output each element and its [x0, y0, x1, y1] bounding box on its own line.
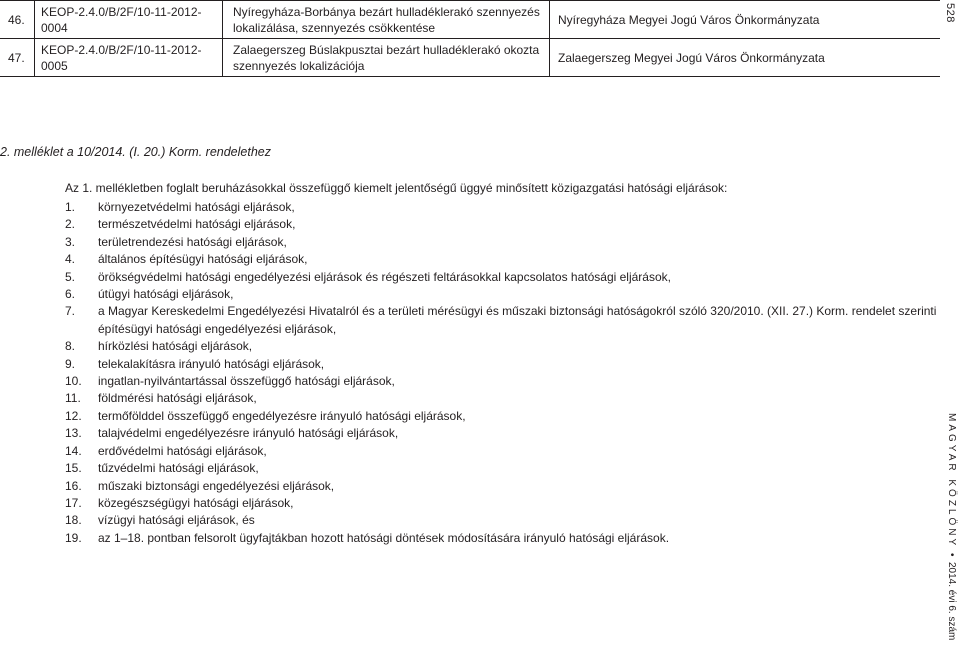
- table-row: [0, 1, 940, 39]
- list-item: [65, 408, 940, 425]
- project-code: KEOP-2.4.0/B/2F/10-11-2012-0005: [35, 39, 223, 77]
- projects-table-fragment: [0, 0, 940, 77]
- list-item: [65, 512, 940, 529]
- list-item: [65, 495, 940, 512]
- item-number: 4.: [65, 252, 76, 267]
- item-text: termőfölddel összefüggő engedélyezésre irányuló hatósági eljárások,: [98, 408, 466, 423]
- list-item: [65, 234, 940, 251]
- organization: Zalaegerszeg Megyei Jogú Város Önkormányzata: [550, 39, 941, 77]
- item-text: környezetvédelmi hatósági eljárások,: [98, 200, 295, 214]
- project-description: [223, 39, 550, 77]
- table-row: [0, 39, 940, 77]
- footer-separator: •: [946, 553, 957, 557]
- list-item: [65, 373, 940, 390]
- list-item: [65, 216, 940, 233]
- item-text: közegészségügyi hatósági eljárások,: [98, 495, 294, 510]
- item-number: 17.: [65, 495, 82, 510]
- row-number: 46.: [0, 1, 35, 39]
- item-text: tűzvédelmi hatósági eljárások,: [98, 461, 259, 476]
- item-number: 8.: [65, 339, 76, 354]
- journal-issue: 2014. évi 6. szám: [946, 561, 957, 640]
- list-item: [65, 390, 940, 407]
- item-number: 16.: [65, 478, 82, 493]
- item-number: 10.: [65, 374, 82, 389]
- item-text: örökségvédelmi hatósági engedélyezési eljárások és régészeti feltárásokkal kapcsolatos hatósági eljárások,: [98, 269, 671, 284]
- item-number: 7.: [65, 304, 76, 319]
- item-text: útügyi hatósági eljárások,: [98, 287, 234, 302]
- item-number: 13.: [65, 426, 82, 441]
- item-number: 19.: [65, 530, 82, 545]
- list-item: [65, 460, 940, 477]
- list-item: [65, 530, 940, 547]
- journal-name: MAGYAR KÖZLÖNY: [946, 412, 957, 549]
- page-number: 528: [944, 3, 956, 23]
- item-number: 5.: [65, 269, 76, 284]
- item-number: 3.: [65, 234, 76, 249]
- list-item: [65, 269, 940, 286]
- intro-text: Az 1. mellékletben foglalt beruházásokkal összefüggő kiemelt jelentőségű üggyé minősített közigazgatási hatósági eljárások:: [65, 181, 728, 195]
- list-item: [65, 443, 940, 460]
- item-number: 9.: [65, 356, 76, 371]
- item-number: 6.: [65, 287, 76, 302]
- item-text: természetvédelmi hatósági eljárások,: [98, 217, 296, 232]
- item-number: 2.: [65, 217, 76, 232]
- project-description: [223, 1, 550, 39]
- item-text: erdővédelmi hatósági eljárások,: [98, 443, 267, 458]
- description-line: lokalizálása, szennyezés csökkentése: [233, 20, 436, 35]
- projects-table: [0, 1, 940, 76]
- item-number: 1.: [65, 200, 76, 214]
- item-text: földmérési hatósági eljárások,: [98, 391, 257, 406]
- item-text: ingatlan-nyilvántartással összefüggő hatósági eljárások,: [98, 374, 395, 389]
- row-number: 47.: [0, 39, 35, 77]
- item-number: 12.: [65, 408, 82, 423]
- list-item: [65, 251, 940, 268]
- item-text: hírközlési hatósági eljárások,: [98, 339, 253, 354]
- item-text: talajvédelmi engedélyezésre irányuló hatósági eljárások,: [98, 426, 399, 441]
- item-number: 14.: [65, 443, 82, 458]
- list-item: [65, 356, 940, 373]
- procedure-list: [65, 199, 940, 547]
- list-item: [65, 478, 940, 495]
- item-number: 15.: [65, 461, 82, 476]
- list-item: [65, 338, 940, 355]
- item-text: műszaki biztonsági engedélyezési eljárások,: [98, 478, 335, 493]
- item-text: az 1–18. pontban felsorolt ügyfajtákban hozott hatósági döntések módosítására irányuló hatósági eljárások.: [98, 530, 670, 545]
- description-line: Nyíregyháza-Borbánya bezárt hulladéklerakó szennyezés: [233, 4, 540, 19]
- item-number: 11.: [65, 391, 81, 406]
- list-item: [65, 303, 940, 338]
- item-text: területrendezési hatósági eljárások,: [98, 234, 287, 249]
- item-text: vízügyi hatósági eljárások, és: [98, 513, 255, 528]
- project-code: KEOP-2.4.0/B/2F/10-11-2012-0004: [35, 1, 223, 39]
- item-number: 18.: [65, 513, 82, 528]
- list-item: [65, 199, 940, 216]
- list-item: [65, 286, 940, 303]
- description-line: szennyezés lokalizációja: [233, 58, 365, 73]
- item-text: a Magyar Kereskedelmi Engedélyezési Hivatalról és a területi mérésügyi és műszaki biztonsági hatóságokról szóló 320/2010. (XII. 27.) Korm. rendelet szerinti építésügyi hatósági engedélyezési eljárások,: [98, 304, 937, 336]
- list-item: [65, 425, 940, 442]
- item-text: telekalakításra irányuló hatósági eljárások,: [98, 356, 325, 371]
- item-text: általános építésügyi hatósági eljárások,: [98, 252, 308, 267]
- annex-title: 2. melléklet a 10/2014. (I. 20.) Korm. rendelethez: [0, 145, 271, 159]
- description-line: Zalaegerszeg Búslakpusztai bezárt hulladéklerakó okozta: [233, 42, 540, 57]
- journal-footer: [946, 405, 957, 640]
- organization: Nyíregyháza Megyei Jogú Város Önkormányzata: [550, 1, 941, 39]
